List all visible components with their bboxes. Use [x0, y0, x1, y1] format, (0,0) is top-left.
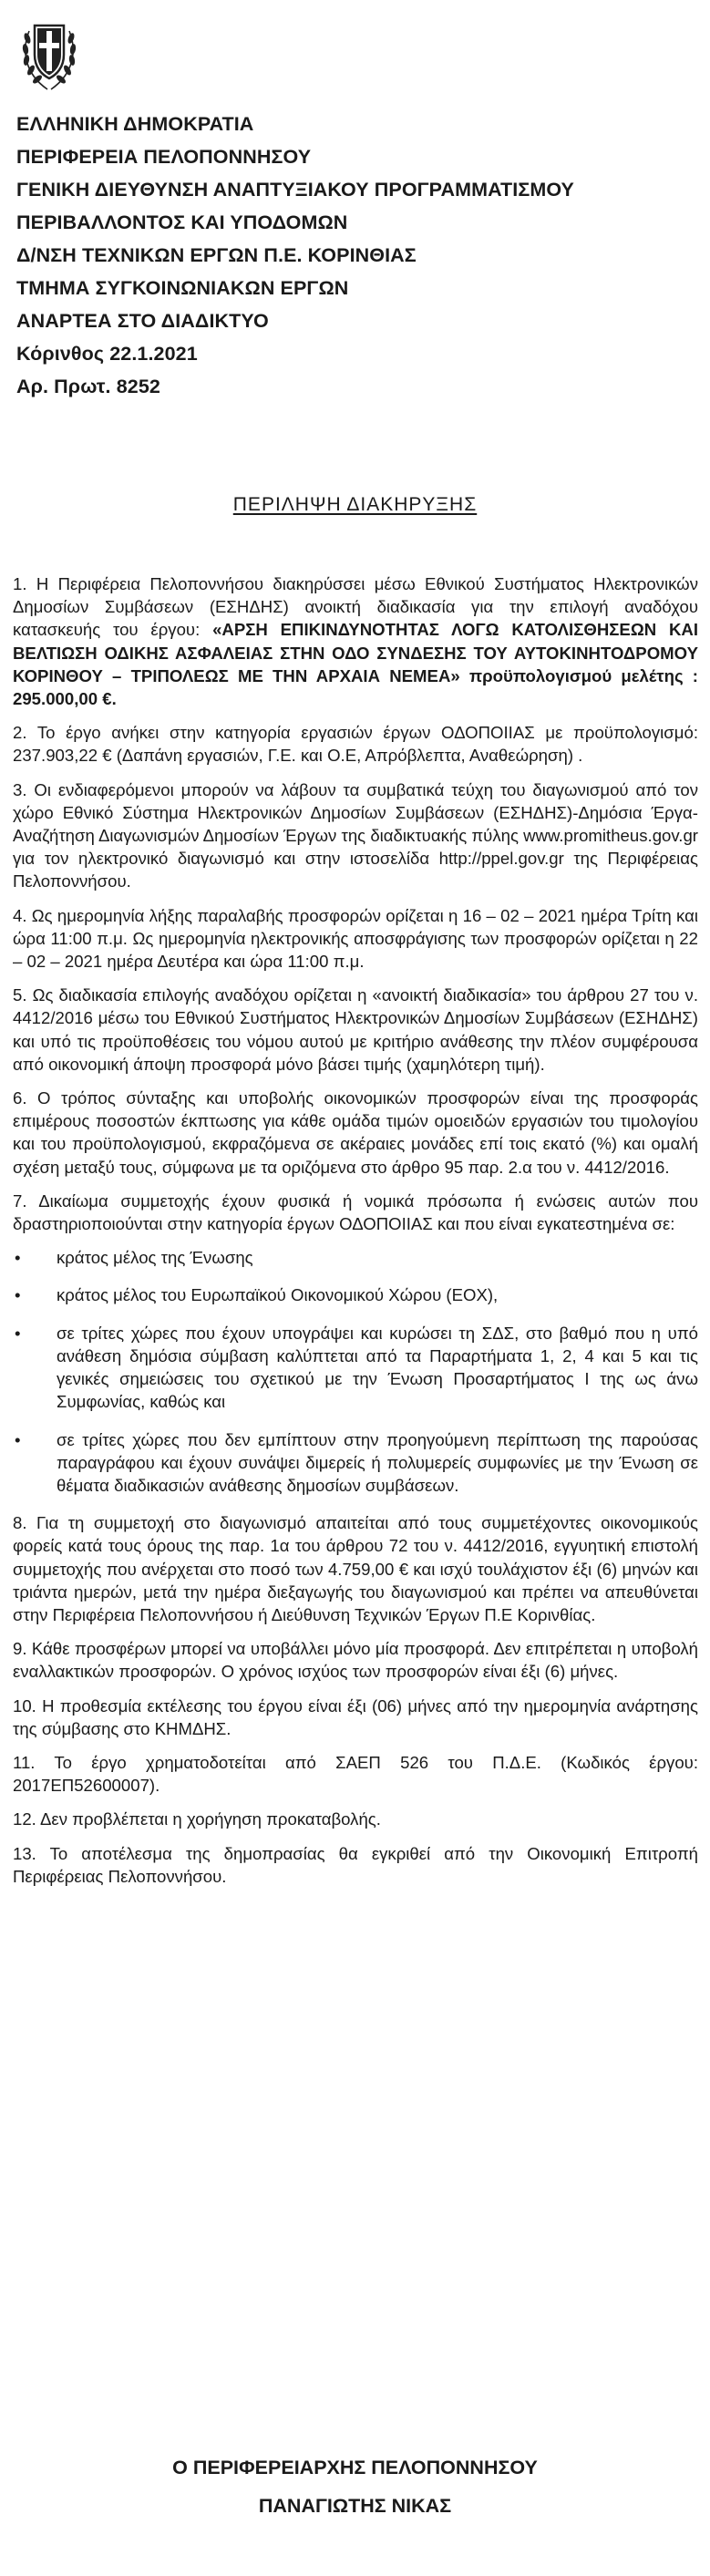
- paragraph-6: 6. Ο τρόπος σύνταξης και υποβολής οικονομικών προσφορών είναι της προσφοράς επιμέρους ποσοστών έκπτωσης για κάθε ομάδα τιμών ομοειδών εργασιών του τιμολογίου και του προϋπολογισμού, εκφραζόμενα σε ακέραιες μονάδες επί τοις εκατό (%) και ομαλή σχέση μεταξύ τους, σύμφωνα με τα οριζόμενα στο άρθρο 95 παρ. 2.α του ν. 4412/2016.: [13, 1088, 698, 1177]
- paragraph-8: 8. Για τη συμμετοχή στο διαγωνισμό απαιτείται από τους συμμετέχοντες οικονομικούς φορείς κατά τους όρους της παρ. 1α του άρθρου 72 του ν. 4412/2016, εγγυητική επιστολή συμμετοχής που ανέρχεται στο ποσό των 4.759,00 € και ισχύ τουλάχιστον έξι (6) μηνών και τριάντα ημερών, μετά την ημέρα διεξαγωγής του διαγωνισμού και πρέπει να απευθύνεται στην Περιφέρεια Πελοποννήσου ή Διεύθυνση Τεχνικών Έργων Π.Ε Κορινθίας.: [13, 1513, 698, 1624]
- paragraph-4: 4. Ως ημερομηνία λήξης παραλαβής προσφορών ορίζεται η 16 – 02 – 2021 ημέρα Τρίτη και ώρα 11:00 π.μ. Ως ημερομηνία ηλεκτρονικής αποσφράγισης των προσφορών ορίζεται η 22 – 02 – 2021 ημέρα Δευτέρα και ώρα 11:00 π.μ.: [13, 905, 698, 972]
- paragraph-13: 13. Το αποτέλεσμα της δημοπρασίας θα εγκριθεί από την Οικονομική Επιτροπή Περιφέρειας Πελοποννήσου.: [13, 1843, 698, 1886]
- paragraph-10: 10. Η προθεσμία εκτέλεσης του έργου είναι έξι (06) μήνες από την ημερομηνία ανάρτησης της σύμβασης στο ΚΗΜΔΗΣ.: [13, 1695, 698, 1738]
- paragraph-3: 3. Οι ενδιαφερόμενοι μπορούν να λάβουν τα συμβατικά τεύχη του διαγωνισμού από τον χώρο Εθνικό Σύστημα Ηλεκτρονικών Δημοσίων Συμβάσεων (ΕΣΗΔΗΣ)-Δημόσια Έργα-Αναζήτηση Διαγωνισμών Δημοσίων Έργων της διαδικτυακής πύλης www.promitheus.gov.gr για τον ηλεκτρονικό διαγωνισμό και στην ιστοσελίδα http://ppel.gov.gr της Περιφέρειας Πελοποννήσου.: [13, 779, 698, 891]
- list-item-text: σε τρίτες χώρες που έχουν υπογράψει και κυρώσει τη ΣΔΣ, στο βαθμό που η υπό ανάθεση δημόσια σύμβαση καλύπτεται από τα Παραρτήματα 1, 2, 4 και 5 και τις γενικές σημειώσεις του σχετικού με την Ένωση Προσαρτήματος I της ως άνω Συμφωνίας, καθώς και: [57, 1323, 698, 1412]
- hellenic-republic-emblem: [20, 13, 78, 95]
- header-region: ΠΕΡΙΦΕΡΕΙΑ ΠΕΛΟΠΟΝΝΗΣΟΥ: [16, 146, 312, 168]
- document-title-text: ΠΕΡΙΛΗΨΗ ΔΙΑΚΗΡΥΞΗΣ: [232, 494, 478, 515]
- header-date: Κόρινθος 22.1.2021: [16, 343, 198, 365]
- list-item-text: σε τρίτες χώρες που δεν εμπίπτουν στην προηγούμενη περίπτωση της παρούσας παραγράφου και έχουν συνάψει διμερείς ή πολυμερείς συμφωνίες με την Ένωση σε θέματα διαδικασιών ανάθεσης δημοσίων συμβάσεων.: [57, 1429, 698, 1495]
- paragraph-12: 12. Δεν προβλέπεται η χορήγηση προκαταβολής.: [13, 1809, 381, 1829]
- document-title: [0, 494, 710, 516]
- header-directorate: Δ/ΝΣΗ ΤΕΧΝΙΚΩΝ ΕΡΓΩΝ Π.Ε. ΚΟΡΙΝΘΙΑΣ: [16, 244, 417, 266]
- signatory-name: ΠΑΝΑΓΙΩΤΗΣ ΝΙΚΑΣ: [258, 2495, 452, 2517]
- bullet-icon: •: [15, 1323, 21, 1343]
- paragraph-1: [13, 572, 698, 710]
- letterhead: [16, 108, 691, 403]
- list-item: [13, 1246, 698, 1269]
- project-title: «ΑΡΣΗ ΕΠΙΚΙΝΔΥΝΟΤΗΤΑΣ ΛΟΓΩ ΚΑΤΟΛΙΣΘΗΣΕΩΝ ΚΑΙ ΒΕΛΤΙΩΣΗ ΟΔΙΚΗΣ ΑΣΦΑΛΕΙΑΣ ΣΤΗΝ ΟΔΟ ΣΥΝΔΕΣΗΣ ΤΟΥ ΑΥΤΟΚΙΝΗΤΟΔΡΟΜΟΥ ΚΟΡΙΝΘΟΥ – ΤΡΙΠΟΛΕΩΣ ΜΕ ΤΗΝ ΑΡΧΑΙΑ ΝΕΜΕΑ» προϋπολογισμού μελέτης : 295.000,00 €.: [13, 620, 698, 709]
- bullet-icon: •: [15, 1285, 21, 1305]
- list-item: [13, 1322, 698, 1414]
- list-item-text: κράτος μέλος της Ένωσης: [57, 1248, 253, 1268]
- list-item: [13, 1283, 698, 1306]
- header-posting-note: ΑΝΑΡΤΕΑ ΣΤΟ ΔΙΑΔΙΚΤΥΟ: [16, 310, 269, 332]
- list-item: [13, 1428, 698, 1498]
- header-general-directorate: ΓΕΝΙΚΗ ΔΙΕΥΘΥΝΣΗ ΑΝΑΠΤΥΞΙΑΚΟΥ ΠΡΟΓΡΑΜΜΑΤΙΣΜΟΥ: [16, 179, 575, 201]
- paragraph-2: 2. Το έργο ανήκει στην κατηγορία εργασιών έργων ΟΔΟΠΟΙΙΑΣ με προϋπολογισμό: 237.903,22 € (Δαπάνη εργασιών, Γ.Ε. και Ο.Ε, Απρόβλεπτα, Αναθεώρηση) .: [13, 723, 698, 766]
- paragraph-1-text: 1. Η Περιφέρεια Πελοποννήσου διακηρύσσει μέσω Εθνικού Συστήματος Ηλεκτρονικών Δημοσίων Συμβάσεων (ΕΣΗΔΗΣ) ανοικτή διαδικασία για την επιλογή αναδόχου κατασκευής του έργου:: [13, 574, 698, 640]
- document-body: [13, 572, 698, 1899]
- paragraph-5: 5. Ως διαδικασία επιλογής αναδόχου ορίζεται η «ανοικτή διαδικασία» του άρθρου 27 του ν. 4412/2016 μέσω του Εθνικού Συστήματος Ηλεκτρονικών Δημοσίων Συμβάσεων (ΕΣΗΔΗΣ) και υπό τις προϋποθέσεις του νόμου αυτού με κριτήριο ανάθεσης την πλέον συμφέρουσα από οικονομική άποψη προσφορά μόνο βάσει τιμής (χαμηλότερη τιμή).: [13, 985, 698, 1074]
- paragraph-9: 9. Κάθε προσφέρων μπορεί να υποβάλλει μόνο μία προσφορά. Δεν επιτρέπεται η υποβολή εναλλακτικών προσφορών. Ο χρόνος ισχύος των προσφορών είναι έξι (6) μήνες.: [13, 1639, 698, 1682]
- header-department: ΤΜΗΜΑ ΣΥΓΚΟΙΝΩΝΙΑΚΩΝ ΕΡΓΩΝ: [16, 277, 349, 299]
- signatory-title: Ο ΠΕΡΙΦΕΡΕΙΑΡΧΗΣ ΠΕΛΟΠΟΝΝΗΣΟΥ: [172, 2457, 538, 2478]
- header-general-directorate-cont: ΠΕΡΙΒΑΛΛΟΝΤΟΣ ΚΑΙ ΥΠΟΔΟΜΩΝ: [16, 211, 348, 233]
- bullet-icon: •: [15, 1429, 21, 1449]
- signature-block: [0, 2448, 710, 2525]
- paragraph-7: 7. Δικαίωμα συμμετοχής έχουν φυσικά ή νομικά πρόσωπα ή ενώσεις αυτών που δραστηριοποιούνται στην κατηγορία έργων ΟΔΟΠΟΙΙΑΣ και που είναι εγκατεστημένα σε:: [13, 1190, 698, 1234]
- list-item-text: κράτος μέλος του Ευρωπαϊκού Οικονομικού Χώρου (ΕΟΧ),: [57, 1285, 499, 1305]
- paragraph-11: 11. Το έργο χρηματοδοτείται από ΣΑΕΠ 526 του Π.Δ.Ε. (Κωδικός έργου: 2017ΕΠ52600007).: [13, 1752, 698, 1796]
- header-protocol-number: Αρ. Πρωτ. 8252: [16, 376, 160, 397]
- eligibility-list: [13, 1246, 698, 1497]
- bullet-icon: •: [15, 1248, 21, 1268]
- header-republic: ΕΛΛΗΝΙΚΗ ΔΗΜΟΚΡΑΤΙΑ: [16, 113, 254, 135]
